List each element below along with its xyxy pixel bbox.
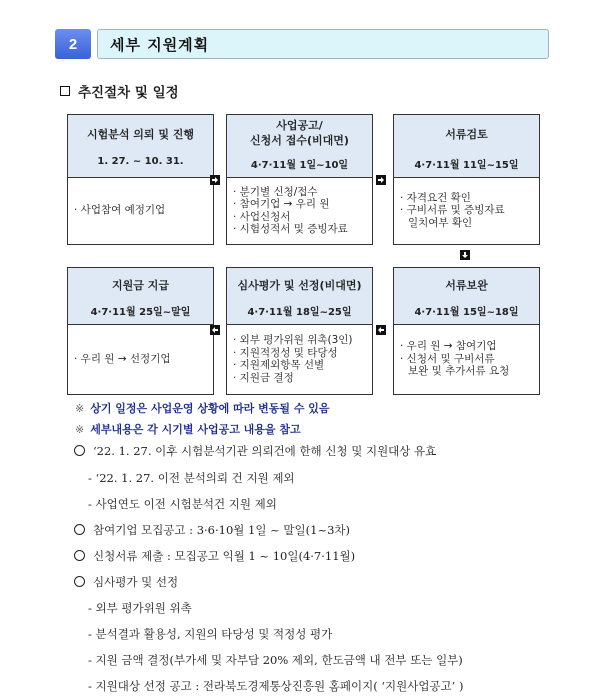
note-1 xyxy=(75,400,330,416)
step-item: · 우리 원 → 선정기업 xyxy=(74,352,171,365)
step-item: · 사업참여 예정기업 xyxy=(74,204,166,217)
step-item: · 신청서 및 구비서류 xyxy=(400,352,495,365)
step-date: 4·7·11월 25일~말일 xyxy=(90,307,191,318)
detail-item: 심사평가 및 선정 xyxy=(74,574,178,590)
detail-subitem: - ‘22. 1. 27. 이전 분석의뢰 건 지원 제외 xyxy=(88,471,295,485)
flow-step-6 xyxy=(67,267,214,395)
flow-step-4 xyxy=(393,267,540,395)
section-title: 세부 지원계획 xyxy=(110,35,210,54)
flow-step-1 xyxy=(67,114,214,245)
arrow-right-icon xyxy=(210,175,220,185)
arrow-left-icon xyxy=(376,325,386,335)
step-date: 4·7·11월 11일~15일 xyxy=(414,160,519,171)
arrow-right-icon xyxy=(376,175,386,185)
step-item: · 외부 평가위원 위촉(3인) xyxy=(233,334,353,346)
step-item: · 우리 원 → 참여기업 xyxy=(400,340,497,353)
step-item: · 지원적정성 및 타당성 xyxy=(233,346,338,359)
detail-item: 신청서류 제출 : 모집공고 익월 1 ~ 10일(4·7·11월) xyxy=(74,548,355,564)
step-title: 지원금 지급 xyxy=(112,279,169,292)
detail-subitem: - 지원대상 선정 공고 : 전라북도경제통상진흥원 홈페이지( ‘지원사업공고’ ) xyxy=(88,679,464,693)
step-title: 심사평가 및 선정(비대면) xyxy=(237,279,362,292)
circle-bullet-icon xyxy=(74,576,85,587)
reference-mark-icon: ※ xyxy=(75,402,85,415)
step-title: 서류보완 xyxy=(445,279,488,292)
note-text: 상기 일정은 사업운영 상황에 따라 변동될 수 있음 xyxy=(90,402,330,415)
section-number-badge: 2 xyxy=(55,29,91,59)
detail-item: 참여기업 모집공고 : 3·6·10월 1일 ~ 말일(1~3차) xyxy=(74,522,350,538)
step-item: · 지원제외항목 선별 xyxy=(233,359,325,371)
step-item: · 자격요건 확인 xyxy=(400,191,471,204)
step-item: · 시험성적서 및 증빙자료 xyxy=(233,223,348,235)
note-text: 세부내용은 각 시기별 사업공고 내용을 참고 xyxy=(90,423,301,436)
detail-subitem: - 사업연도 이전 시험분석건 지원 제외 xyxy=(88,497,277,511)
step-item: · 구비서류 및 증빙자료 xyxy=(400,204,505,217)
flow-step-5 xyxy=(226,267,373,395)
step-title: 시험분석 의뢰 및 진행 xyxy=(86,128,195,141)
step-title-line1: 사업공고/ xyxy=(276,119,323,132)
flow-step-2 xyxy=(226,114,373,245)
circle-bullet-icon xyxy=(74,524,85,535)
detail-subitem: - 외부 평가위원 위촉 xyxy=(88,601,192,615)
step-item: 보완 및 추가서류 요청 xyxy=(408,365,510,378)
subheading-text: 추진절차 및 일정 xyxy=(78,85,179,101)
detail-item: ‘22. 1. 27. 이후 시험분석기관 의뢰건에 한해 신청 및 지원대상 유효 xyxy=(74,443,436,459)
step-date: 4·7·11월 18일~25일 xyxy=(247,307,352,318)
square-bullet-icon xyxy=(60,86,70,96)
detail-subitem: - 분석결과 활용성, 지원의 타당성 및 적정성 평가 xyxy=(88,627,333,641)
step-item: · 분기별 신청/접수 xyxy=(233,185,318,198)
step-date: 1. 27. ~ 10. 31. xyxy=(97,156,184,167)
step-title: 서류검토 xyxy=(445,128,488,141)
step-item: · 사업신청서 xyxy=(233,210,291,223)
step-date: 4·7·11월 15일~18일 xyxy=(414,307,519,318)
step-item: · 지원금 결정 xyxy=(233,371,294,384)
note-2 xyxy=(75,421,301,437)
step-item: 일치여부 확인 xyxy=(408,216,473,229)
step-item: · 참여기업 → 우리 원 xyxy=(233,198,330,210)
section-header xyxy=(55,29,549,59)
step-title-line2: 신청서 접수(비대면) xyxy=(250,134,349,147)
arrow-left-icon xyxy=(210,325,220,335)
circle-bullet-icon xyxy=(74,445,85,456)
step-date: 4·7·11월 1일~10일 xyxy=(250,160,349,171)
detail-subitem: - 지원 금액 결정(부가세 및 자부담 20% 제외, 한도금액 내 전부 또는 일부) xyxy=(88,653,463,667)
reference-mark-icon: ※ xyxy=(75,423,85,436)
section-title-box xyxy=(97,29,549,59)
arrow-down-icon xyxy=(460,250,470,260)
subheading xyxy=(60,81,179,101)
circle-bullet-icon xyxy=(74,550,85,561)
flow-step-3 xyxy=(393,114,540,245)
